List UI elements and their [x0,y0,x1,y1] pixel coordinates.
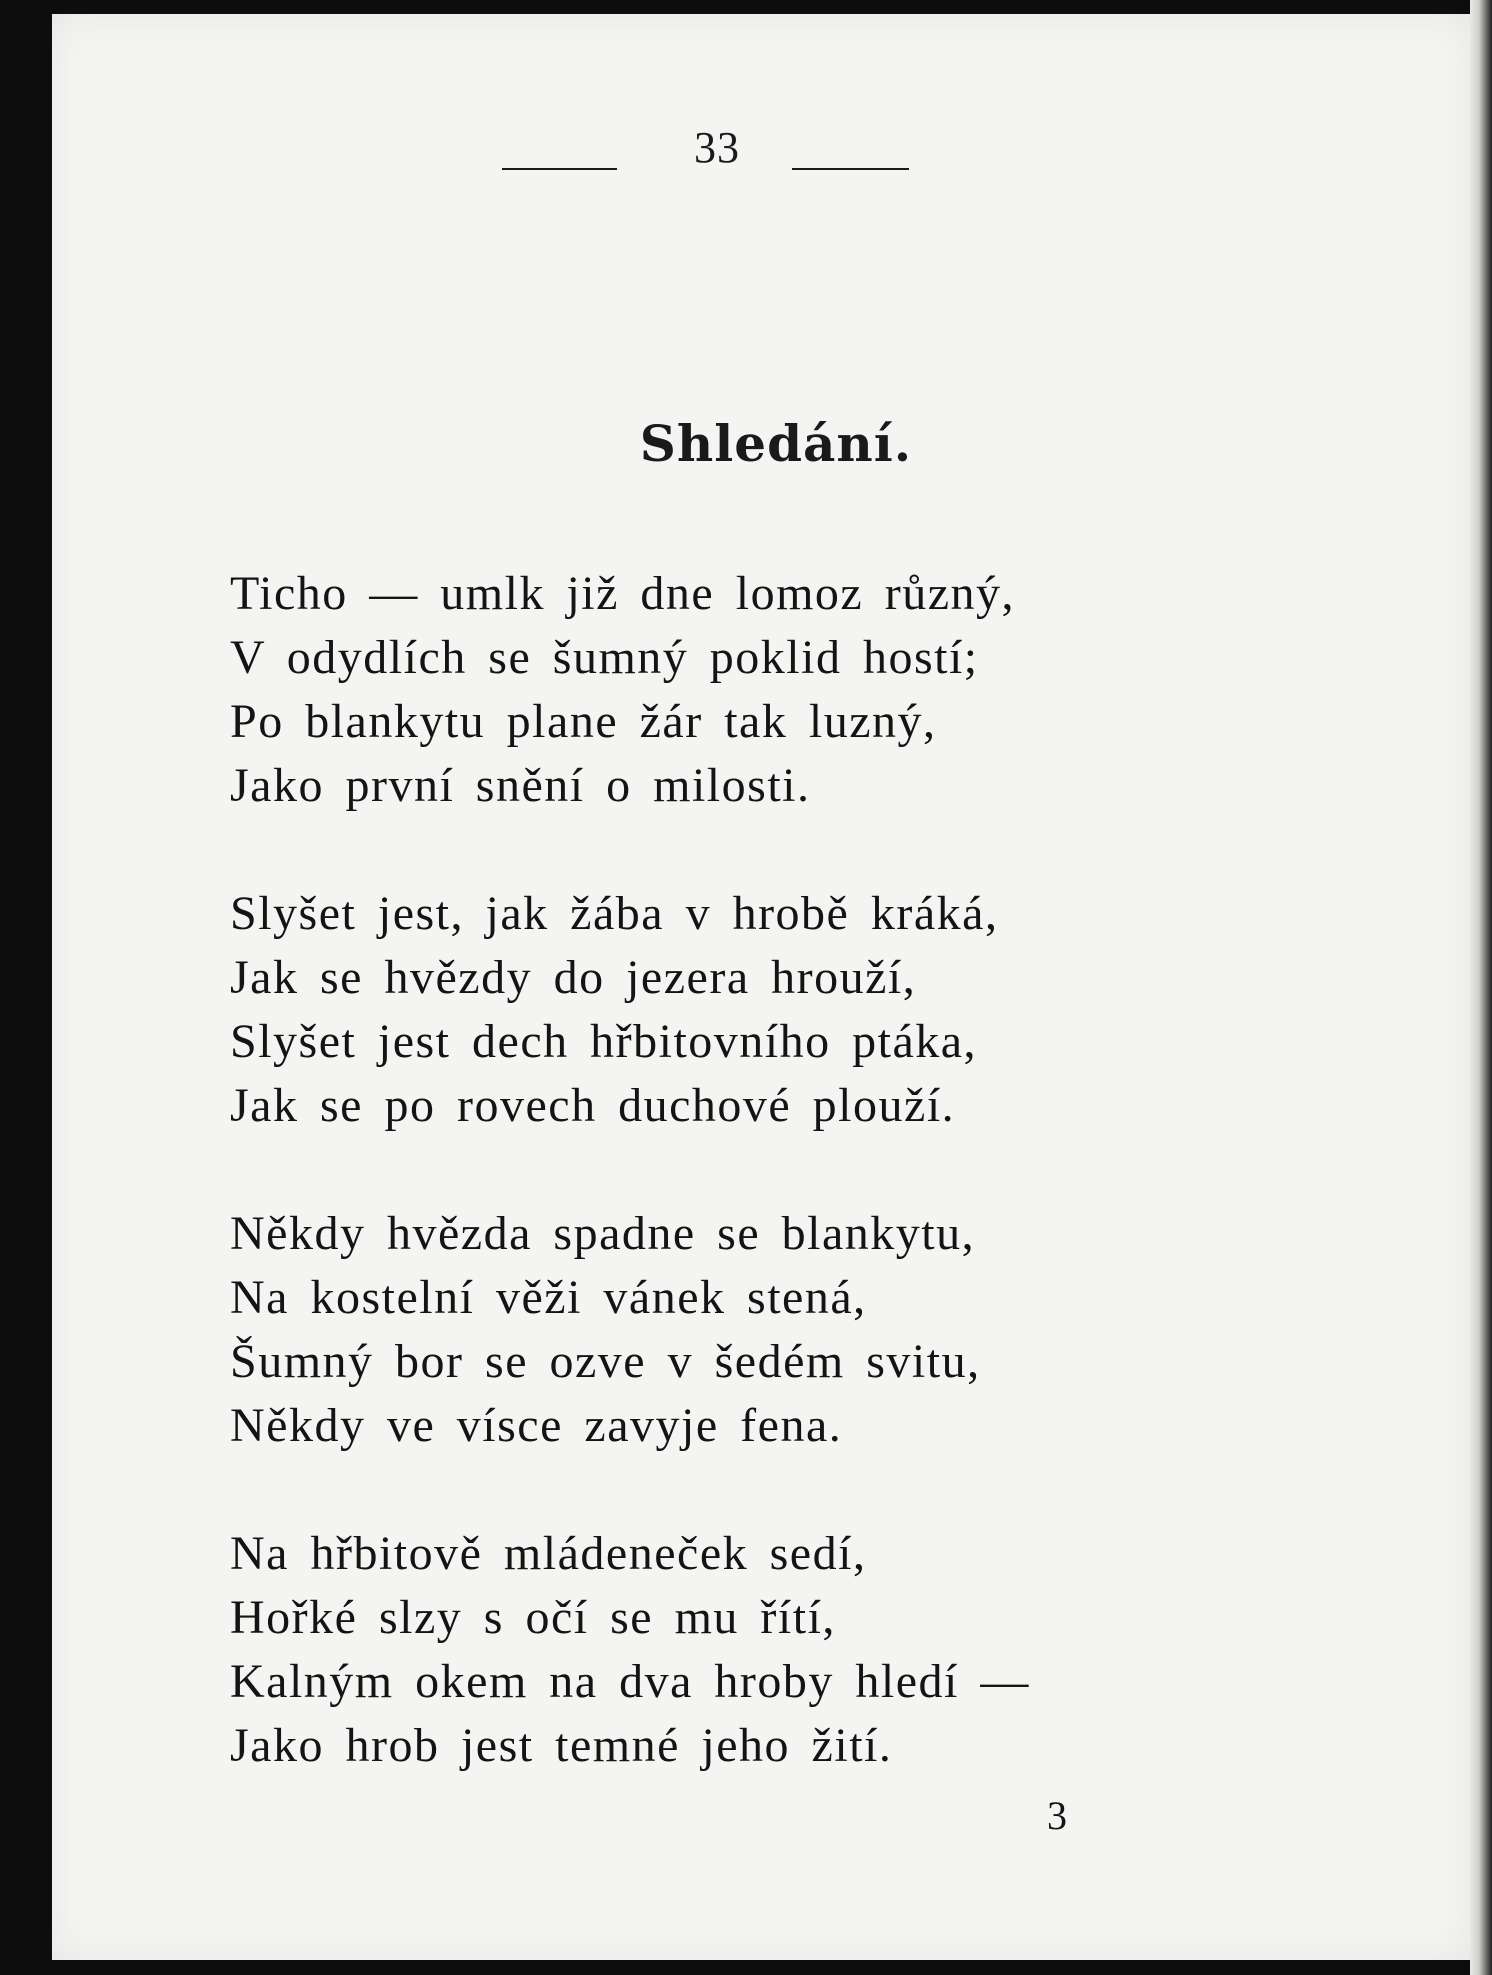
running-header [52,122,1470,182]
verse-line: Jako první snění o milosti. [230,759,811,812]
verse-line: Někdy ve vísce zavyje fena. [230,1399,843,1452]
book-page [52,14,1470,1960]
verse-line: Někdy hvězda spadne se blankytu, [230,1207,976,1260]
verse-line: V odydlích se šumný poklid hostí; [230,631,979,684]
verse-line: Jako hrob jest temné jeho žití. [230,1719,893,1772]
verse-line: Slyšet jest dech hřbitovního ptáka, [230,1015,978,1068]
poem-title: Shledání. [639,414,913,473]
poem-body [230,562,1290,1842]
header-rule-left [502,168,617,170]
verse-line: Jak se hvězdy do jezera hrouží, [230,951,917,1004]
verse-line: Hořké slzy s očí se mu řítí, [230,1591,836,1644]
signature-mark: 3 [1047,1793,1067,1838]
page-number: 33 [694,123,740,172]
verse-line: Šumný bor se ozve v šedém svitu, [230,1335,981,1388]
stanza [230,1202,1290,1458]
verse-line: Na kostelní věži vánek stená, [230,1271,867,1324]
stanza [230,882,1290,1138]
header-rule-right [792,168,909,170]
stanza [230,1522,1290,1778]
verse-line: Na hřbitově mládeneček sedí, [230,1527,867,1580]
verse-line: Slyšet jest, jak žába v hrobě kráká, [230,887,999,940]
verse-line: Kalným okem na dva hroby hledí — [230,1655,1030,1708]
verse-line: Ticho — umlk již dne lomoz různý, [230,567,1015,620]
verse-line: Po blankytu plane žár tak luzný, [230,695,937,748]
page-edge [1470,0,1492,1975]
stanza [230,562,1290,818]
verse-line: Jak se po rovech duchové plouží. [230,1079,956,1132]
